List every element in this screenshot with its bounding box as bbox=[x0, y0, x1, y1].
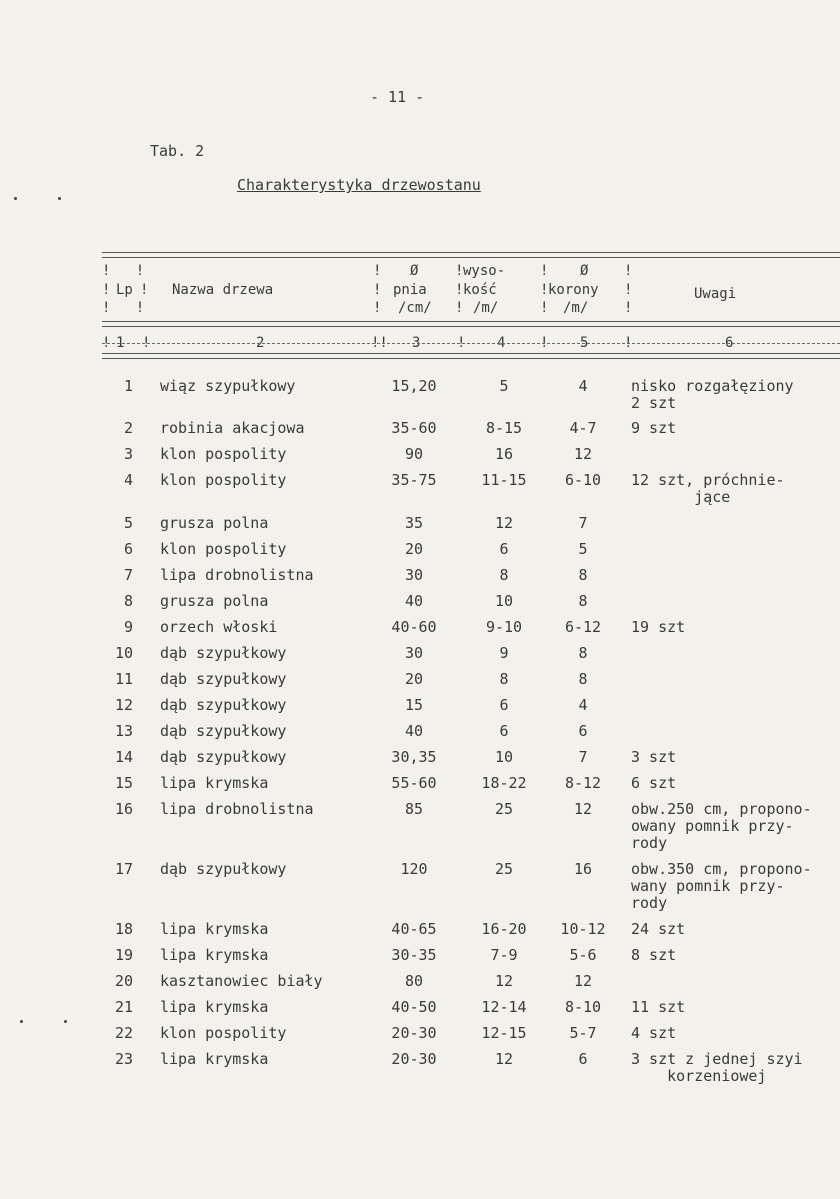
tree-name: klon pospolity bbox=[160, 445, 287, 463]
tree-name: dąb szypułkowy bbox=[160, 670, 287, 688]
tree-height: 12 bbox=[494, 514, 514, 532]
notes: 9 szt bbox=[631, 419, 677, 437]
tree-name: lipa krymska bbox=[160, 774, 269, 792]
tree-height: 8-15 bbox=[485, 419, 523, 437]
tree-height: 9-10 bbox=[485, 618, 523, 636]
crown-diameter: 5-6 bbox=[569, 946, 597, 964]
tree-number: 12 bbox=[114, 696, 133, 714]
crown-diameter: 10-12 bbox=[560, 920, 606, 938]
tree-name: robinia akacjowa bbox=[160, 419, 305, 437]
tree-name: grusza polna bbox=[160, 592, 269, 610]
tree-height: 18-22 bbox=[481, 774, 527, 792]
tree-number: 7 bbox=[123, 566, 133, 584]
tree-height: 12-14 bbox=[481, 998, 527, 1016]
tree-name: lipa krymska bbox=[160, 1050, 269, 1068]
trunk-diameter: 30-35 bbox=[391, 946, 437, 964]
crown-diameter: 6 bbox=[578, 722, 588, 740]
crown-diameter: 7 bbox=[578, 514, 588, 532]
column-number-dashes bbox=[102, 343, 840, 344]
trunk-diameter: 40-60 bbox=[391, 618, 437, 636]
crown-diameter: 4 bbox=[578, 696, 588, 714]
column-number: 6 bbox=[725, 335, 734, 351]
header-crown-2: /m/ bbox=[563, 300, 589, 316]
crown-diameter: 8 bbox=[578, 566, 588, 584]
trunk-diameter: 90 bbox=[404, 445, 424, 463]
tree-name: dąb szypułkowy bbox=[160, 748, 287, 766]
tree-number: 15 bbox=[114, 774, 133, 792]
column-number: 4 bbox=[497, 335, 506, 351]
tree-name: lipa krymska bbox=[160, 920, 269, 938]
crown-diameter: 4-7 bbox=[569, 419, 597, 437]
trunk-diameter: 20 bbox=[404, 670, 424, 688]
header-diam-2: /cm/ bbox=[398, 300, 432, 316]
margin-mark bbox=[20, 1020, 23, 1023]
page-number: - 11 - bbox=[370, 88, 425, 106]
crown-diameter: 12 bbox=[573, 800, 593, 818]
trunk-diameter: 80 bbox=[404, 972, 424, 990]
tree-number: 13 bbox=[114, 722, 133, 740]
tree-name: dąb szypułkowy bbox=[160, 644, 287, 662]
tree-height: 16-20 bbox=[481, 920, 527, 938]
margin-mark bbox=[64, 1020, 67, 1023]
header-height-2: kość bbox=[463, 282, 497, 298]
header-diam-symbol: Ø bbox=[410, 263, 419, 279]
header-notes: Uwagi bbox=[694, 286, 737, 302]
tree-height: 16 bbox=[494, 445, 514, 463]
crown-diameter: 12 bbox=[573, 972, 593, 990]
notes: 12 szt, próchnie- jące bbox=[631, 471, 785, 506]
header-height-3: /m/ bbox=[473, 300, 499, 316]
trunk-diameter: 15 bbox=[404, 696, 424, 714]
trunk-diameter: 30 bbox=[404, 566, 424, 584]
trunk-diameter: 35-75 bbox=[391, 471, 437, 489]
header-diam-1: pnia bbox=[393, 282, 427, 298]
tree-name: wiąz szypułkowy bbox=[160, 377, 296, 395]
tree-height: 12-15 bbox=[481, 1024, 527, 1042]
crown-diameter: 5 bbox=[578, 540, 588, 558]
tree-name: dąb szypułkowy bbox=[160, 696, 287, 714]
tree-number: 16 bbox=[114, 800, 133, 818]
crown-diameter: 8-10 bbox=[564, 998, 602, 1016]
tree-height: 8 bbox=[499, 566, 509, 584]
tree-height: 25 bbox=[494, 860, 514, 878]
trunk-diameter: 120 bbox=[400, 860, 428, 878]
tree-number: 10 bbox=[114, 644, 133, 662]
tree-name: dąb szypułkowy bbox=[160, 860, 287, 878]
notes: 3 szt z jednej szyi korzeniowej bbox=[631, 1050, 803, 1085]
tree-number: 20 bbox=[114, 972, 133, 990]
crown-diameter: 8 bbox=[578, 592, 588, 610]
trunk-diameter: 40 bbox=[404, 722, 424, 740]
tree-height: 9 bbox=[499, 644, 509, 662]
crown-diameter: 4 bbox=[578, 377, 588, 395]
tree-height: 5 bbox=[499, 377, 509, 395]
margin-mark bbox=[14, 197, 17, 200]
trunk-diameter: 30 bbox=[404, 644, 424, 662]
tree-number: 8 bbox=[123, 592, 133, 610]
header-bottom-rule bbox=[102, 353, 840, 359]
tree-number: 6 bbox=[123, 540, 133, 558]
tree-number: 14 bbox=[114, 748, 133, 766]
tree-number: 4 bbox=[123, 471, 133, 489]
tree-name: lipa krymska bbox=[160, 946, 269, 964]
tree-height: 8 bbox=[499, 670, 509, 688]
tree-number: 1 bbox=[123, 377, 133, 395]
tree-name: lipa krymska bbox=[160, 998, 269, 1016]
notes: obw.350 cm, propono- wany pomnik przy- rody bbox=[631, 860, 812, 912]
notes: 24 szt bbox=[631, 920, 686, 938]
column-number: 1 bbox=[116, 335, 125, 351]
tree-number: 3 bbox=[123, 445, 133, 463]
tree-height: 6 bbox=[499, 722, 509, 740]
trunk-diameter: 40 bbox=[404, 592, 424, 610]
trunk-diameter: 20-30 bbox=[391, 1024, 437, 1042]
tree-height: 7-9 bbox=[490, 946, 518, 964]
header-lp: Lp bbox=[116, 282, 133, 298]
crown-diameter: 8-12 bbox=[564, 774, 602, 792]
tree-name: grusza polna bbox=[160, 514, 269, 532]
header-crown-symbol: Ø bbox=[580, 263, 589, 279]
tree-number: 17 bbox=[114, 860, 133, 878]
trunk-diameter: 20 bbox=[404, 540, 424, 558]
notes: 8 szt bbox=[631, 946, 677, 964]
crown-diameter: 16 bbox=[573, 860, 593, 878]
notes: 6 szt bbox=[631, 774, 677, 792]
tree-name: klon pospolity bbox=[160, 471, 287, 489]
trunk-diameter: 35-60 bbox=[391, 419, 437, 437]
tree-number: 11 bbox=[114, 670, 133, 688]
tree-number: 22 bbox=[114, 1024, 133, 1042]
crown-diameter: 7 bbox=[578, 748, 588, 766]
crown-diameter: 8 bbox=[578, 644, 588, 662]
tree-name: orzech włoski bbox=[160, 618, 278, 636]
notes: 3 szt bbox=[631, 748, 677, 766]
tree-number: 2 bbox=[123, 419, 133, 437]
notes: 4 szt bbox=[631, 1024, 677, 1042]
notes: 19 szt bbox=[631, 618, 686, 636]
margin-mark bbox=[58, 197, 61, 200]
crown-diameter: 5-7 bbox=[569, 1024, 597, 1042]
tree-number: 19 bbox=[114, 946, 133, 964]
trunk-diameter: 15,20 bbox=[391, 377, 437, 395]
tree-number: 21 bbox=[114, 998, 133, 1016]
tree-height: 12 bbox=[494, 1050, 514, 1068]
tree-name: dąb szypułkowy bbox=[160, 722, 287, 740]
notes: 11 szt bbox=[631, 998, 686, 1016]
trunk-diameter: 85 bbox=[404, 800, 424, 818]
tree-number: 23 bbox=[114, 1050, 133, 1068]
tree-height: 10 bbox=[494, 592, 514, 610]
trunk-diameter: 35 bbox=[404, 514, 424, 532]
trunk-diameter: 55-60 bbox=[391, 774, 437, 792]
column-number: 5 bbox=[580, 335, 589, 351]
tree-name: lipa drobnolistna bbox=[160, 800, 314, 818]
tree-height: 10 bbox=[494, 748, 514, 766]
table-title: Charakterystyka drzewostanu bbox=[237, 176, 481, 194]
header-mid-rule bbox=[102, 321, 840, 327]
tree-height: 6 bbox=[499, 696, 509, 714]
header-crown-1: korony bbox=[548, 282, 599, 298]
column-number: 2 bbox=[256, 335, 265, 351]
header-height-1: wyso- bbox=[463, 263, 506, 279]
tree-number: 9 bbox=[123, 618, 133, 636]
notes: nisko rozgałęziony 2 szt bbox=[631, 377, 794, 412]
tree-name: lipa drobnolistna bbox=[160, 566, 314, 584]
crown-diameter: 12 bbox=[573, 445, 593, 463]
trunk-diameter: 40-50 bbox=[391, 998, 437, 1016]
notes: obw.250 cm, propono- owany pomnik przy- rody bbox=[631, 800, 812, 852]
crown-diameter: 6 bbox=[578, 1050, 588, 1068]
tree-height: 6 bbox=[499, 540, 509, 558]
tree-height: 12 bbox=[494, 972, 514, 990]
header-top-rule bbox=[102, 252, 840, 258]
tree-height: 11-15 bbox=[481, 471, 527, 489]
tree-name: klon pospolity bbox=[160, 540, 287, 558]
header-name: Nazwa drzewa bbox=[172, 282, 274, 298]
trunk-diameter: 20-30 bbox=[391, 1050, 437, 1068]
trunk-diameter: 40-65 bbox=[391, 920, 437, 938]
tree-number: 5 bbox=[123, 514, 133, 532]
tree-name: klon pospolity bbox=[160, 1024, 287, 1042]
crown-diameter: 6-12 bbox=[564, 618, 602, 636]
table-label: Tab. 2 bbox=[150, 142, 205, 160]
tree-number: 18 bbox=[114, 920, 133, 938]
crown-diameter: 6-10 bbox=[564, 471, 602, 489]
column-number: 3 bbox=[412, 335, 421, 351]
tree-height: 25 bbox=[494, 800, 514, 818]
trunk-diameter: 30,35 bbox=[391, 748, 437, 766]
tree-name: kasztanowiec biały bbox=[160, 972, 323, 990]
crown-diameter: 8 bbox=[578, 670, 588, 688]
